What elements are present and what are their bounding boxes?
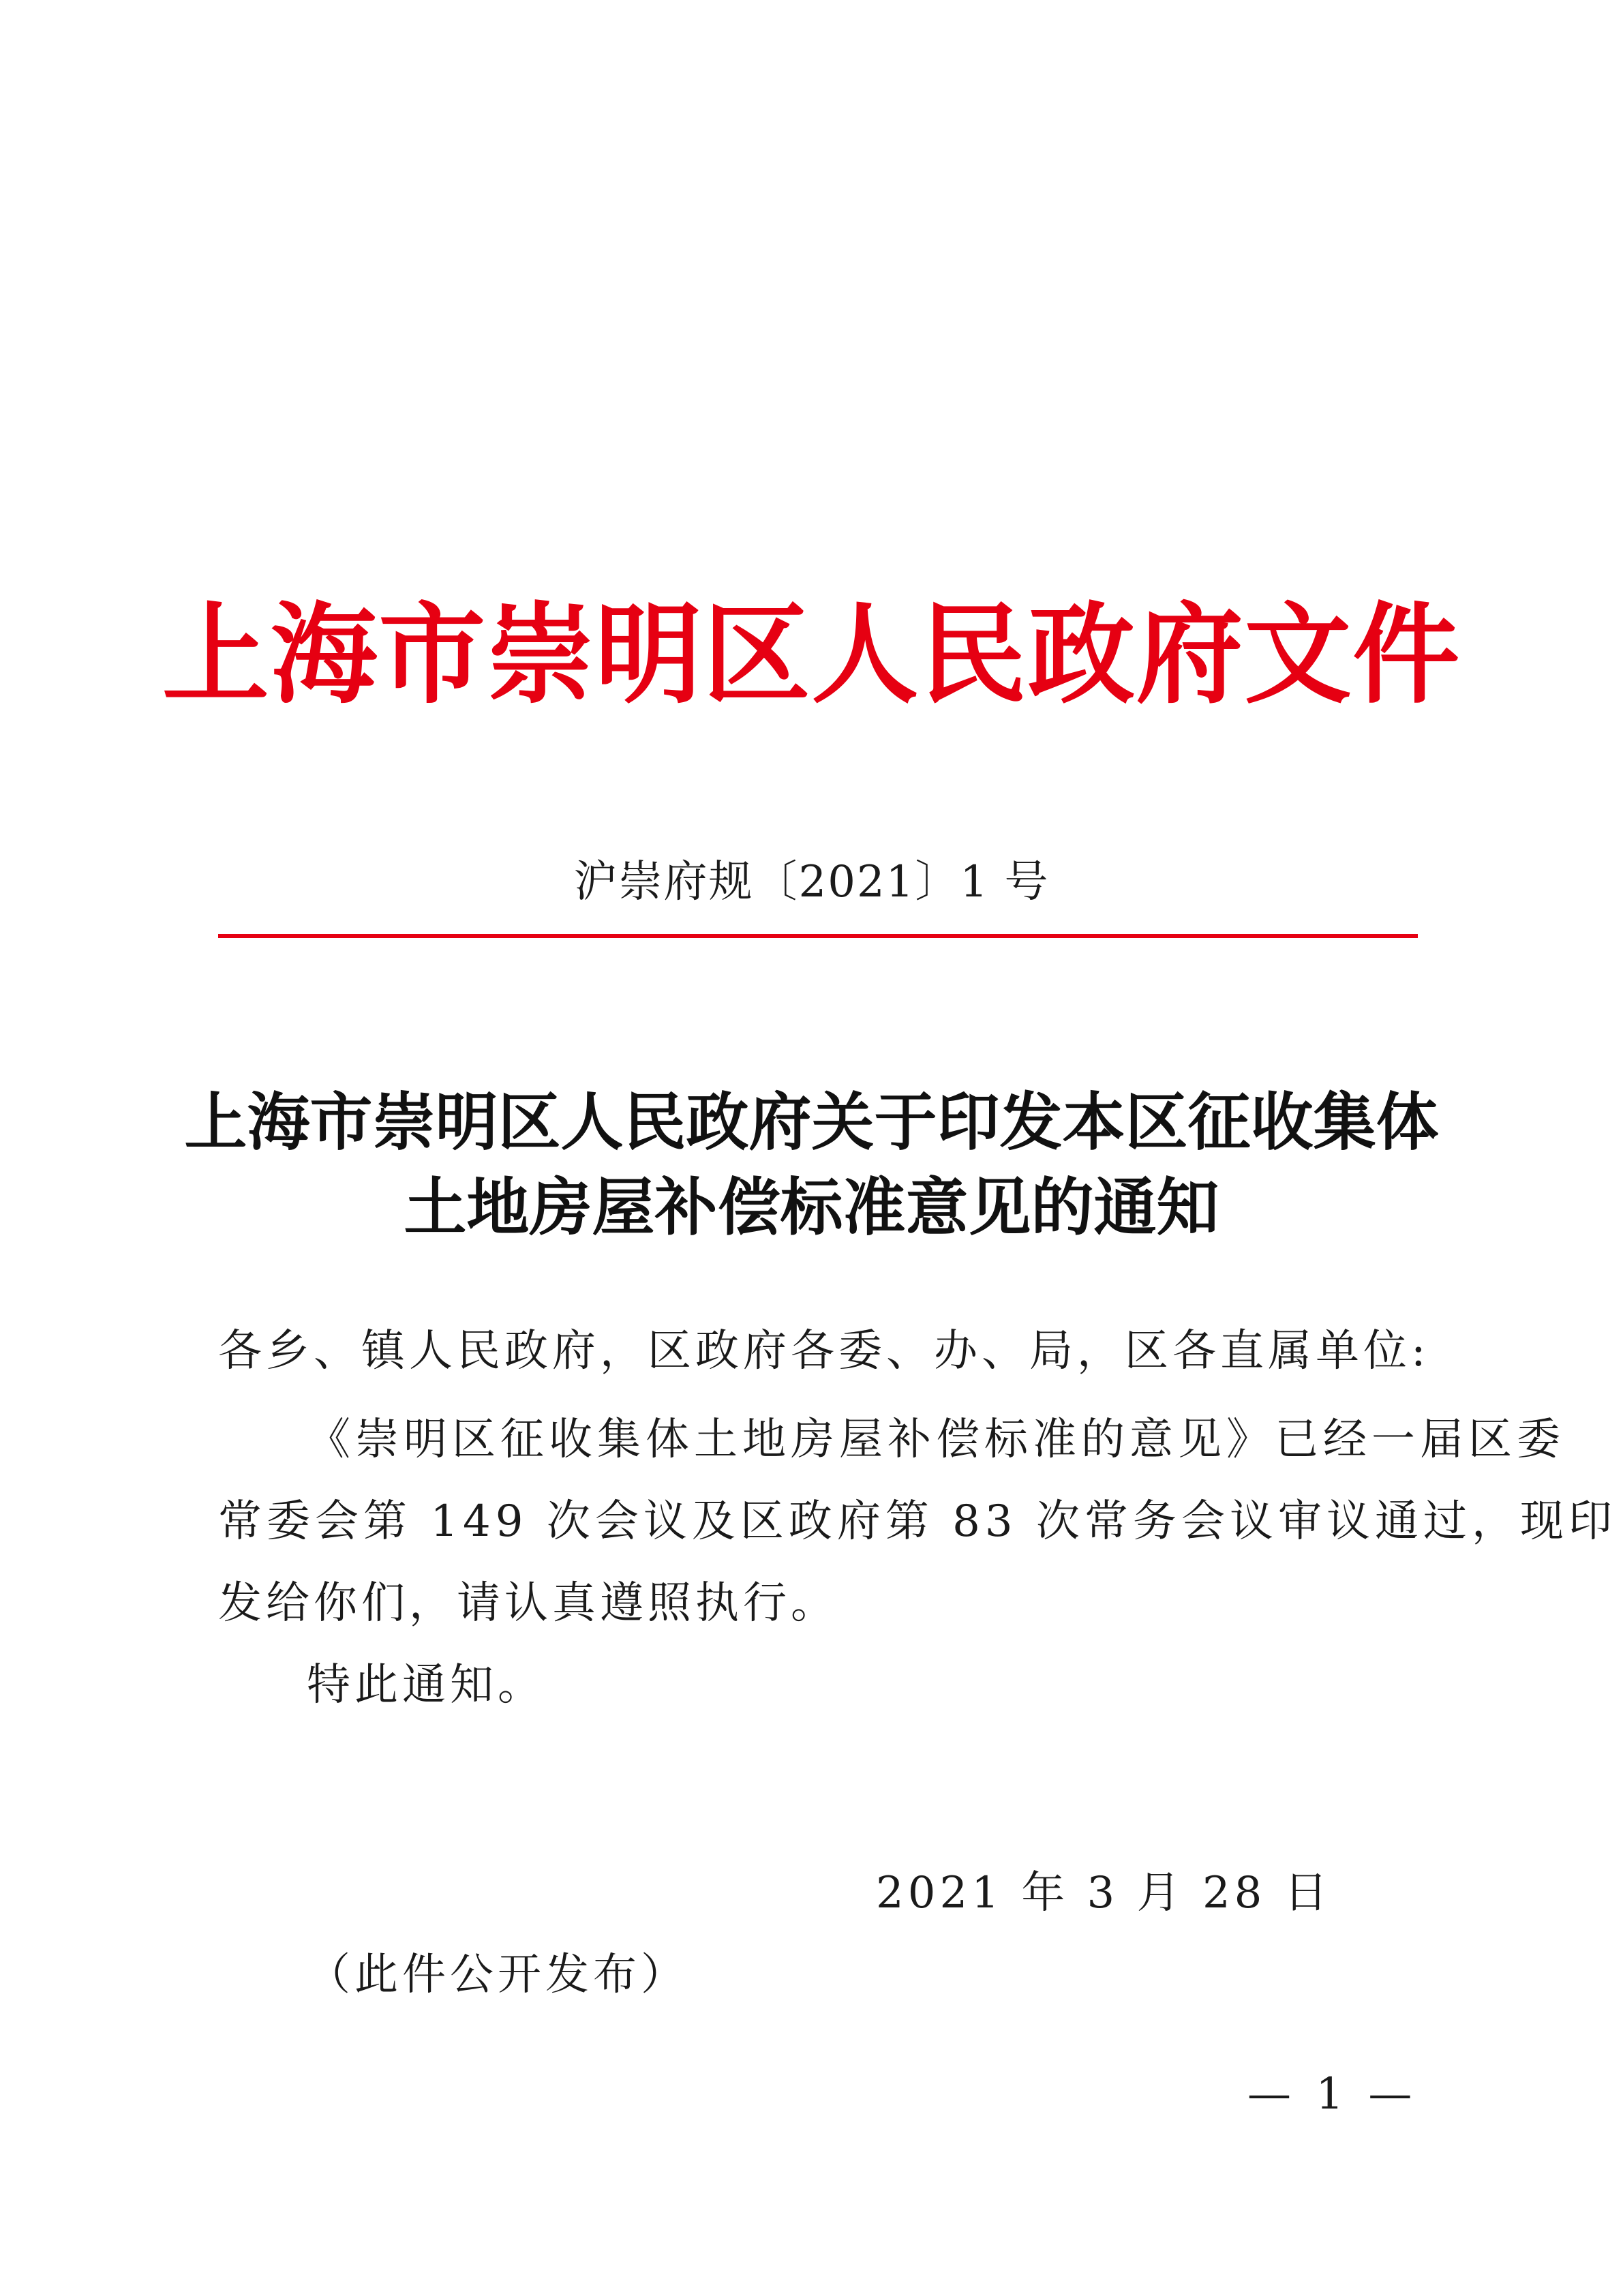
- page-number: — 1 —: [1247, 2069, 1418, 2119]
- masthead-title: 上海市崇明区人民政府文件: [162, 590, 1461, 719]
- body-paragraph-line-1: 《崇明区征收集体土地房屋补偿标准的意见》已经一届区委: [307, 1415, 1565, 1465]
- body-paragraph-line-2: 常委会第 149 次会议及区政府第 83 次常务会议审议通过，现印: [218, 1496, 1617, 1547]
- public-release-note: （此件公开发布）: [307, 1950, 688, 2000]
- closing-remark: 特此通知。: [307, 1660, 545, 1710]
- salutation: 各乡、镇人民政府，区政府各委、办、局，区各直属单位:: [218, 1326, 1430, 1376]
- issue-date: 2021 年 3 月 28 日: [876, 1868, 1332, 1918]
- body-paragraph-line-3: 发给你们，请认真遵照执行。: [218, 1578, 838, 1629]
- document-title-line-1: 上海市崇明区人民政府关于印发本区征收集体: [184, 1085, 1439, 1159]
- document-title-line-2: 土地房屋补偿标准意见的通知: [404, 1170, 1219, 1244]
- red-divider-line: [218, 934, 1418, 938]
- document-number: 沪崇府规〔2021〕1 号: [573, 857, 1050, 907]
